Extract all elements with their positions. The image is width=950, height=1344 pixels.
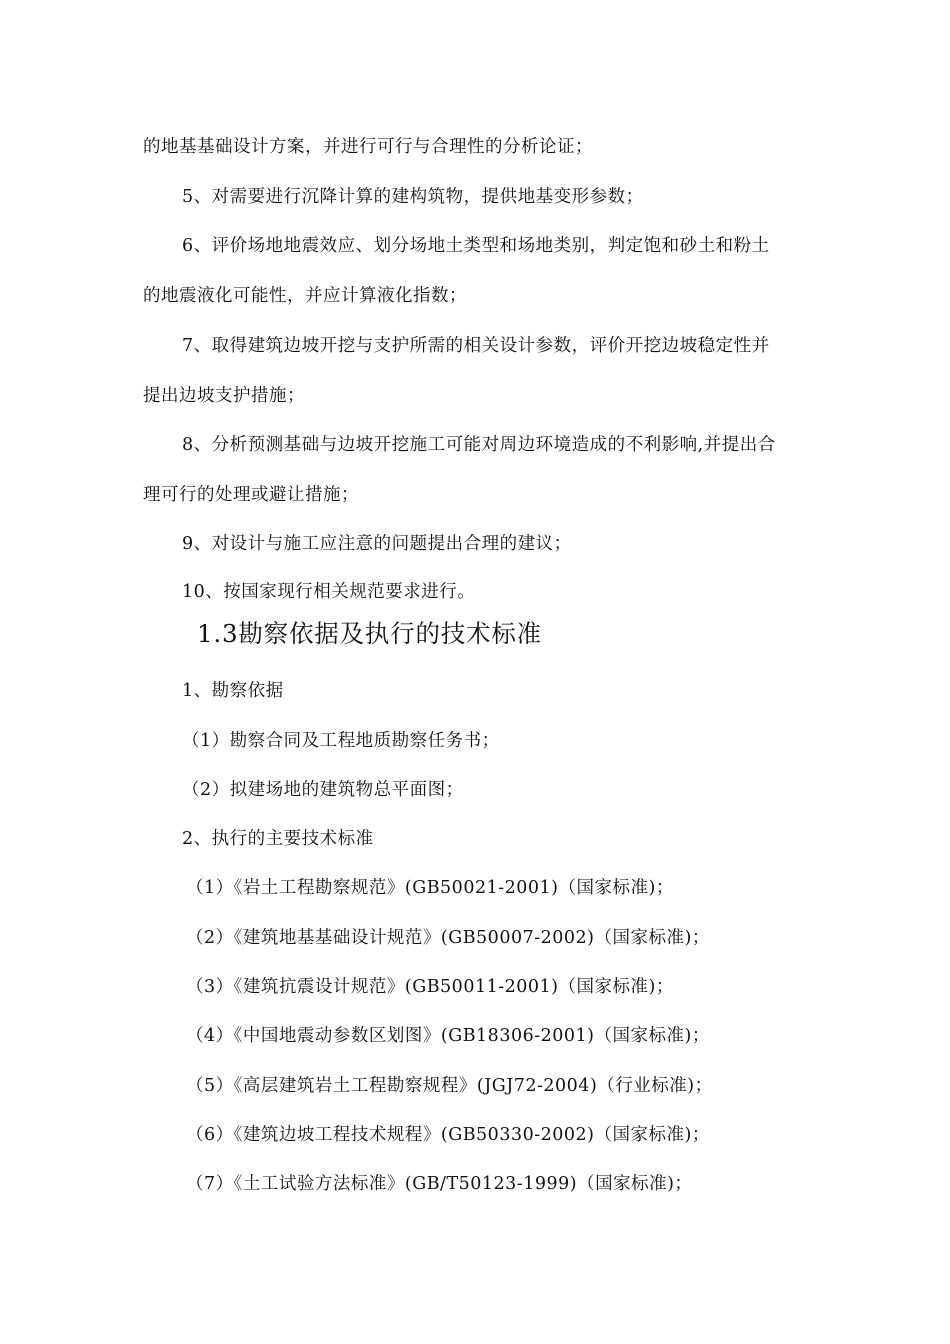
body-line: 提出边坡支护措施； [143, 386, 305, 406]
standard-item: （1）《岩土工程勘察规范》(GB50021-2001)（国家标准)； [186, 878, 674, 898]
body-line: 5、对需要进行沉降计算的建构筑物，提供地基变形参数； [182, 187, 644, 207]
standard-item: （6）《建筑边坡工程技术规程》(GB50330-2002)（国家标准)； [186, 1125, 710, 1145]
body-line: 理可行的处理或避让措施； [143, 485, 359, 505]
section-line: （1）勘察合同及工程地质勘察任务书； [182, 731, 500, 751]
standard-item: （4）《中国地震动参数区划图》(GB18306-2001)（国家标准)； [186, 1026, 710, 1046]
standard-item: （3）《建筑抗震设计规范》(GB50011-2001)（国家标准)； [186, 977, 674, 997]
section-line: 2、执行的主要技术标准 [182, 829, 374, 849]
body-line: 6、评价场地地震效应、划分场地土类型和场地类别，判定饱和砂土和粉土 [182, 236, 770, 256]
standard-item: （2）《建筑地基基础设计规范》(GB50007-2002)（国家标准)； [186, 928, 710, 948]
section-line: 1、勘察依据 [182, 681, 284, 701]
section-heading: 1.3勘察依据及执行的技术标准 [197, 619, 542, 648]
section-line: （2）拟建场地的建筑物总平面图； [182, 780, 464, 800]
body-line: 9、对设计与施工应注意的问题提出合理的建议； [182, 534, 572, 554]
body-line: 的地基基础设计方案，并进行可行与合理性的分析论证； [143, 137, 593, 157]
body-line: 的地震液化可能性，并应计算液化指数； [143, 286, 467, 306]
body-line: 10、按国家现行相关规范要求进行。 [182, 582, 476, 602]
standard-item: （5）《高层建筑岩土工程勘察规程》(JGJ72-2004)（行业标准)； [186, 1076, 713, 1096]
body-line: 7、取得建筑边坡开挖与支护所需的相关设计参数，评价开挖边坡稳定性并 [182, 336, 770, 356]
standard-item: （7）《土工试验方法标准》(GB/T50123-1999)（国家标准)； [186, 1174, 693, 1194]
body-line: 8、分析预测基础与边坡开挖施工可能对周边环境造成的不利影响,并提出合 [182, 435, 776, 455]
